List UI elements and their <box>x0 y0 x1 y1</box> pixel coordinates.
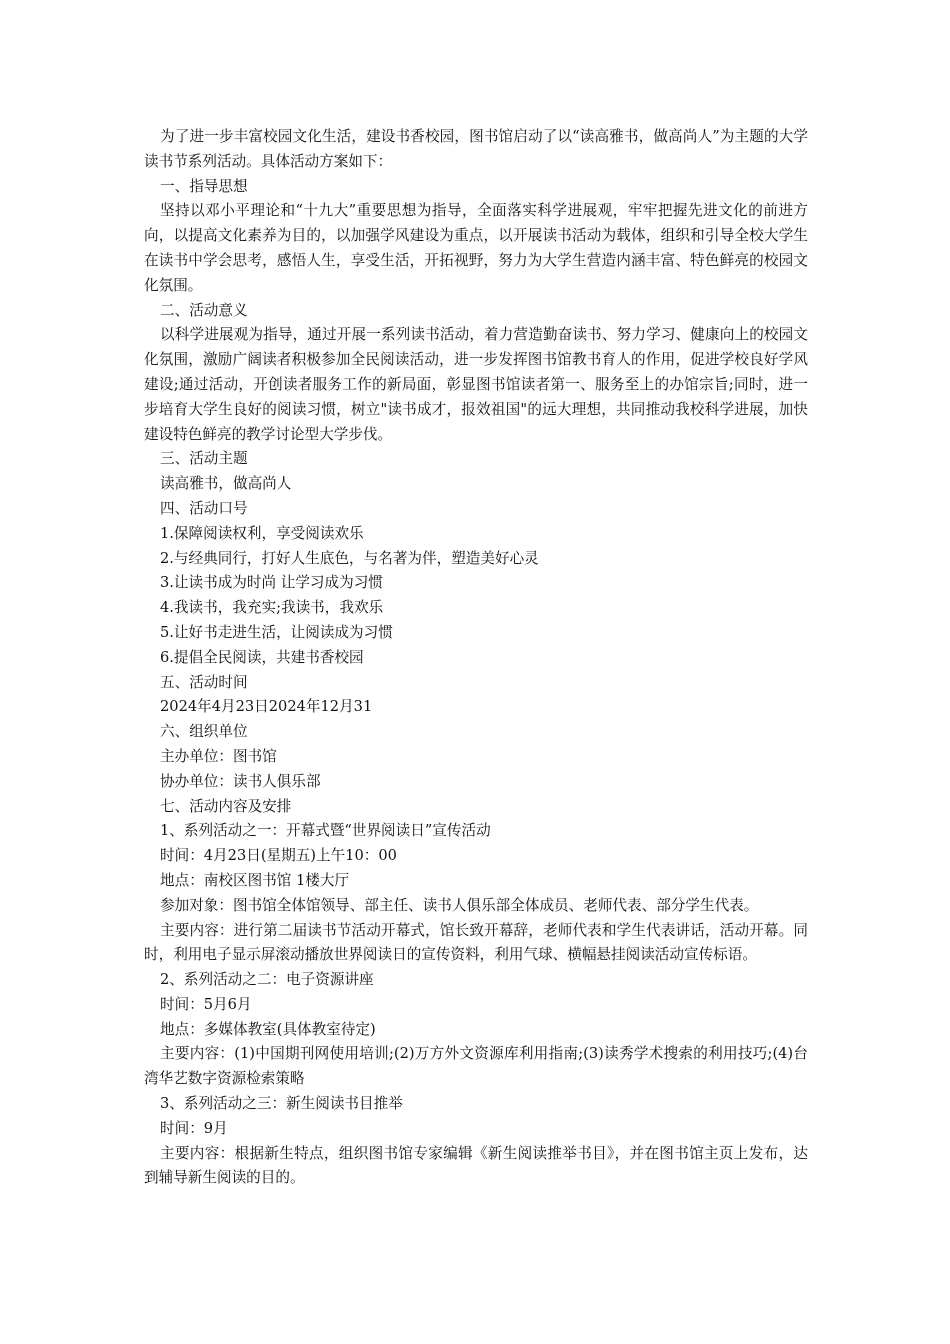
slogan-item: 6.提倡全民阅读，共建书香校园 <box>160 648 364 666</box>
co-organizer: 协办单位：读书人俱乐部 <box>160 772 321 790</box>
activity-period: 2024年4月23日2024年12月31 <box>160 698 373 716</box>
activity-3-title: 3、系列活动之三：新生阅读书目推举 <box>160 1095 403 1113</box>
activity-3-content: 主要内容：根据新生特点，组织图书馆专家编辑《新生阅读推举书目》，并在图书馆主页上发布，达到辅导新生阅读的目的。 <box>144 1144 808 1187</box>
slogan-item: 5.让好书走进生活，让阅读成为习惯 <box>160 623 393 641</box>
activity-1-title: 1、系列活动之一：开幕式暨“世界阅读日”宣传活动 <box>160 822 491 840</box>
activity-1-time: 时间：4月23日(星期五)上午10：00 <box>160 847 397 865</box>
significance-paragraph: 以科学进展观为指导，通过开展一系列读书活动，着力营造勤奋读书、努力学习、健康向上的校园文化氛围，激励广阔读者积极参加全民阅读活动，进一步发挥图书馆教书育人的作用，促进学校良好学风建设;通过活动，开创读者服务工作的新局面，彰显图书馆读者第一、服务至上的办馆宗旨;同时，进一步培育大学生良好的阅读习惯，树立"读书成才，报效祖国"的远大理想，共同推动我校科学进展，加快建设特色鲜亮的教学讨论型大学步伐。 <box>144 326 808 443</box>
section-heading-guiding-ideology: 一、指导思想 <box>160 177 248 195</box>
section-heading-organizers: 六、组织单位 <box>160 723 248 741</box>
section-heading-significance: 二、活动意义 <box>160 301 248 319</box>
activity-2-title: 2、系列活动之二：电子资源讲座 <box>160 971 374 989</box>
activity-2-time: 时间：5月6月 <box>160 995 252 1013</box>
section-heading-time: 五、活动时间 <box>160 673 248 691</box>
activity-2-content: 主要内容：(1)中国期刊网使用培训;(2)万方外文资源库利用指南;(3)读秀学术搜索的利用技巧;(4)台湾华艺数字资源检索策略 <box>144 1045 808 1088</box>
section-heading-theme: 三、活动主题 <box>160 450 248 468</box>
slogan-item: 4.我读书，我充实;我读书，我欢乐 <box>160 599 384 617</box>
slogan-item: 2.与经典同行，打好人生底色，与名著为伴，塑造美好心灵 <box>160 549 539 567</box>
slogan-item: 3.让读书成为时尚 让学习成为习惯 <box>160 574 383 592</box>
slogan-item: 1.保障阅读权利，享受阅读欢乐 <box>160 524 364 542</box>
guiding-ideology-paragraph: 坚持以邓小平理论和“十九大”重要思想为指导，全面落实科学进展观，牢牢把握先进文化的前进方向，以提高文化素养为目的，以加强学风建设为重点，以开展读书活动为载体，组织和引导全校大学生在读书中学会思考，感悟人生，享受生活，开拓视野，努力为大学生营造内涵丰富、特色鲜亮的校园文化氛围。 <box>144 202 808 294</box>
theme-text: 读高雅书，做高尚人 <box>160 475 292 493</box>
activity-1-participants: 参加对象：图书馆全体馆领导、部主任、读书人俱乐部全体成员、老师代表、部分学生代表。 <box>160 896 759 914</box>
activity-1-content: 主要内容：进行第二届读书节活动开幕式，馆长致开幕辞，老师代表和学生代表讲话，活动开幕。同时，利用电子显示屏滚动播放世界阅读日的宣传资料，利用气球、横幅悬挂阅读活动宣传标语。 <box>144 921 808 964</box>
host-organizer: 主办单位：图书馆 <box>160 747 277 765</box>
activity-1-place: 地点：南校区图书馆 1楼大厅 <box>160 871 350 889</box>
activity-3-time: 时间：9月 <box>160 1119 228 1137</box>
section-heading-content: 七、活动内容及安排 <box>160 797 292 815</box>
section-heading-slogans: 四、活动口号 <box>160 499 248 517</box>
document-page <box>144 125 808 1191</box>
activity-2-place: 地点：多媒体教室(具体教室待定) <box>160 1020 376 1038</box>
intro-paragraph: 为了进一步丰富校园文化生活，建设书香校园，图书馆启动了以“读高雅书，做高尚人”为主题的大学读书节系列活动。具体活动方案如下： <box>144 128 808 170</box>
